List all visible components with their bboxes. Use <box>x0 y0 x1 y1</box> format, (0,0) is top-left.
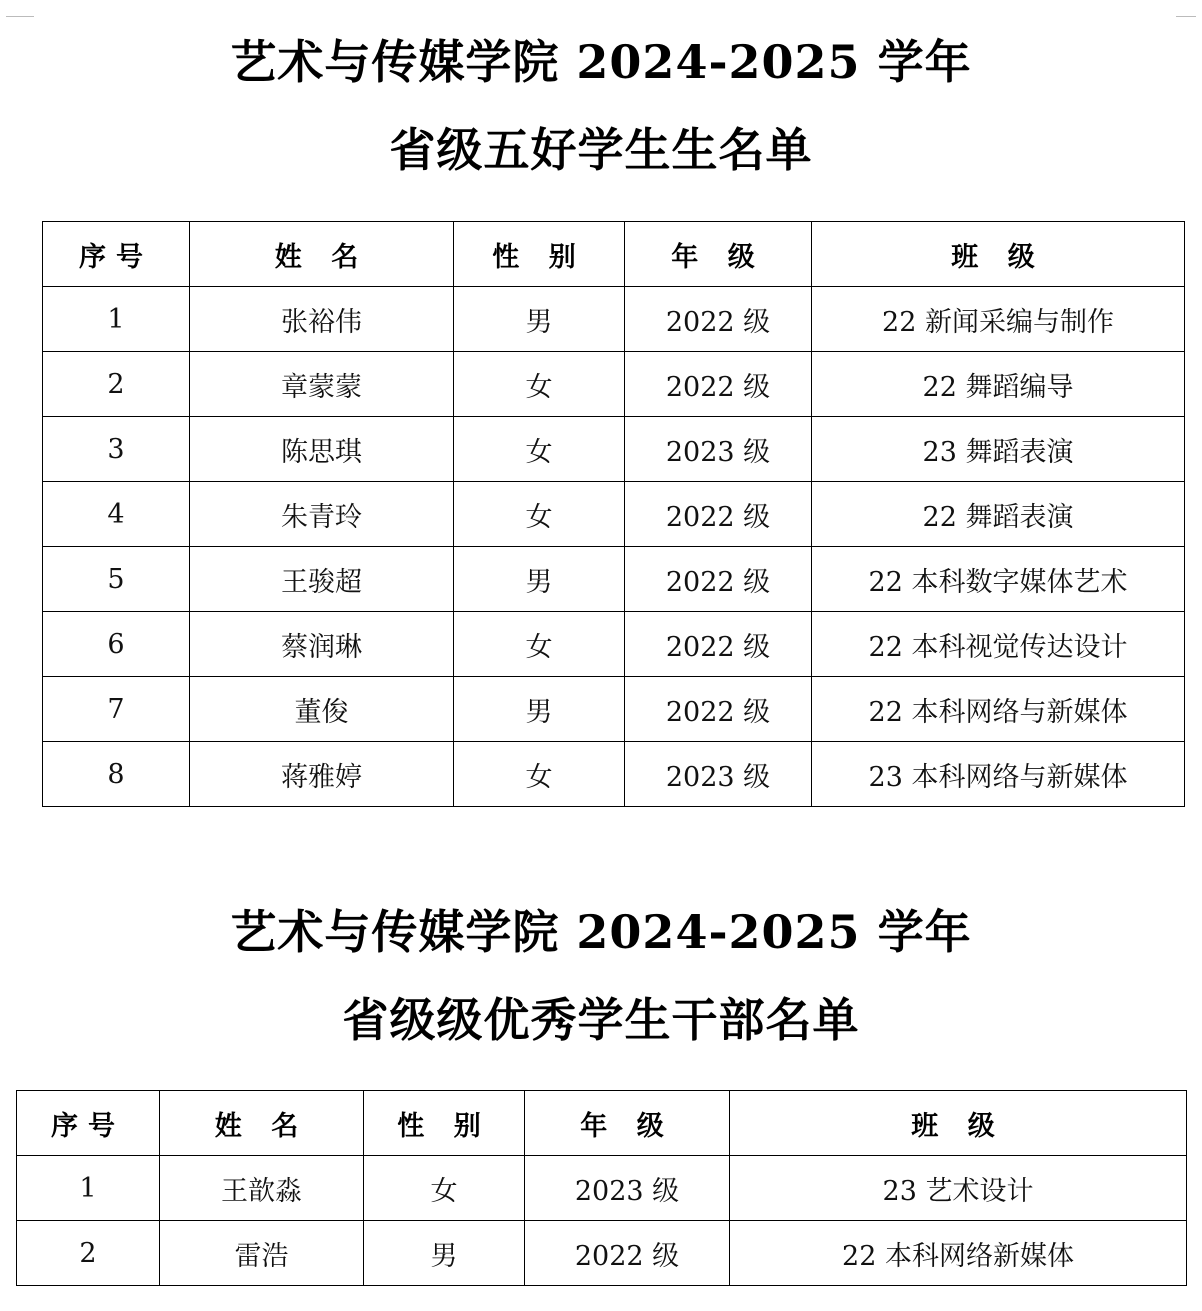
header-class: 班 级 <box>730 1091 1187 1156</box>
cell-grade: 2022 级 <box>625 287 812 352</box>
table-row <box>43 287 1185 352</box>
cell-class: 23 舞蹈表演 <box>812 417 1185 482</box>
page-corner-mark-right <box>1176 16 1196 17</box>
cell-name: 蔡润琳 <box>190 612 454 677</box>
cell-grade: 2022 级 <box>625 547 812 612</box>
cell-name: 章蒙蒙 <box>190 352 454 417</box>
section1-title-line1: 艺术与传媒学院 2024-2025 学年 <box>230 35 972 89</box>
five-good-students-table <box>42 221 1185 807</box>
cell-name: 王骏超 <box>190 547 454 612</box>
cell-class: 22 本科网络与新媒体 <box>812 677 1185 742</box>
cell-index: 4 <box>43 482 190 547</box>
cell-gender: 女 <box>454 482 625 547</box>
cell-index: 6 <box>43 612 190 677</box>
table-row <box>43 677 1185 742</box>
table-row <box>43 482 1185 547</box>
table-header-row <box>17 1091 1187 1156</box>
section2-title-line1: 艺术与传媒学院 2024-2025 学年 <box>230 905 972 959</box>
cell-name: 张裕伟 <box>190 287 454 352</box>
cell-grade: 2023 级 <box>525 1156 730 1221</box>
header-gender: 性 别 <box>364 1091 525 1156</box>
cell-gender: 男 <box>454 287 625 352</box>
outstanding-cadres-table <box>16 1090 1187 1286</box>
header-index: 序号 <box>17 1091 160 1156</box>
cell-index: 5 <box>43 547 190 612</box>
cell-class: 22 舞蹈编导 <box>812 352 1185 417</box>
section1-title-line2: 省级五好学生生名单 <box>389 123 813 177</box>
table-row <box>17 1156 1187 1221</box>
cell-index: 1 <box>43 287 190 352</box>
cell-grade: 2022 级 <box>625 482 812 547</box>
cell-name: 雷浩 <box>160 1221 364 1286</box>
cell-gender: 女 <box>454 352 625 417</box>
table-row <box>43 612 1185 677</box>
table-row <box>43 352 1185 417</box>
cell-gender: 女 <box>454 612 625 677</box>
cell-name: 朱青玲 <box>190 482 454 547</box>
cell-index: 7 <box>43 677 190 742</box>
section2-title-line2: 省级级优秀学生干部名单 <box>342 993 860 1047</box>
header-index: 序号 <box>43 222 190 287</box>
table-row <box>17 1221 1187 1286</box>
cell-grade: 2022 级 <box>625 677 812 742</box>
cell-grade: 2023 级 <box>625 742 812 807</box>
cell-index: 1 <box>17 1156 160 1221</box>
header-class: 班 级 <box>812 222 1185 287</box>
header-name: 姓 名 <box>190 222 454 287</box>
cell-grade: 2022 级 <box>625 352 812 417</box>
table-row <box>43 742 1185 807</box>
cell-class: 22 舞蹈表演 <box>812 482 1185 547</box>
cell-gender: 女 <box>364 1156 525 1221</box>
cell-class: 23 艺术设计 <box>730 1156 1187 1221</box>
cell-index: 3 <box>43 417 190 482</box>
table-row <box>43 417 1185 482</box>
cell-gender: 女 <box>454 417 625 482</box>
cell-grade: 2022 级 <box>625 612 812 677</box>
cell-gender: 女 <box>454 742 625 807</box>
cell-index: 2 <box>17 1221 160 1286</box>
cell-class: 23 本科网络与新媒体 <box>812 742 1185 807</box>
header-name: 姓 名 <box>160 1091 364 1156</box>
cell-gender: 男 <box>364 1221 525 1286</box>
table-header-row <box>43 222 1185 287</box>
cell-name: 蒋雅婷 <box>190 742 454 807</box>
cell-grade: 2022 级 <box>525 1221 730 1286</box>
cell-class: 22 新闻采编与制作 <box>812 287 1185 352</box>
cell-index: 8 <box>43 742 190 807</box>
cell-name: 董俊 <box>190 677 454 742</box>
table-row <box>43 547 1185 612</box>
cell-class: 22 本科视觉传达设计 <box>812 612 1185 677</box>
cell-index: 2 <box>43 352 190 417</box>
cell-name: 陈思琪 <box>190 417 454 482</box>
cell-class: 22 本科网络新媒体 <box>730 1221 1187 1286</box>
cell-grade: 2023 级 <box>625 417 812 482</box>
header-grade: 年 级 <box>625 222 812 287</box>
header-gender: 性 别 <box>454 222 625 287</box>
cell-gender: 男 <box>454 677 625 742</box>
header-grade: 年 级 <box>525 1091 730 1156</box>
cell-gender: 男 <box>454 547 625 612</box>
cell-name: 王歆淼 <box>160 1156 364 1221</box>
cell-class: 22 本科数字媒体艺术 <box>812 547 1185 612</box>
page-corner-mark <box>6 16 34 17</box>
